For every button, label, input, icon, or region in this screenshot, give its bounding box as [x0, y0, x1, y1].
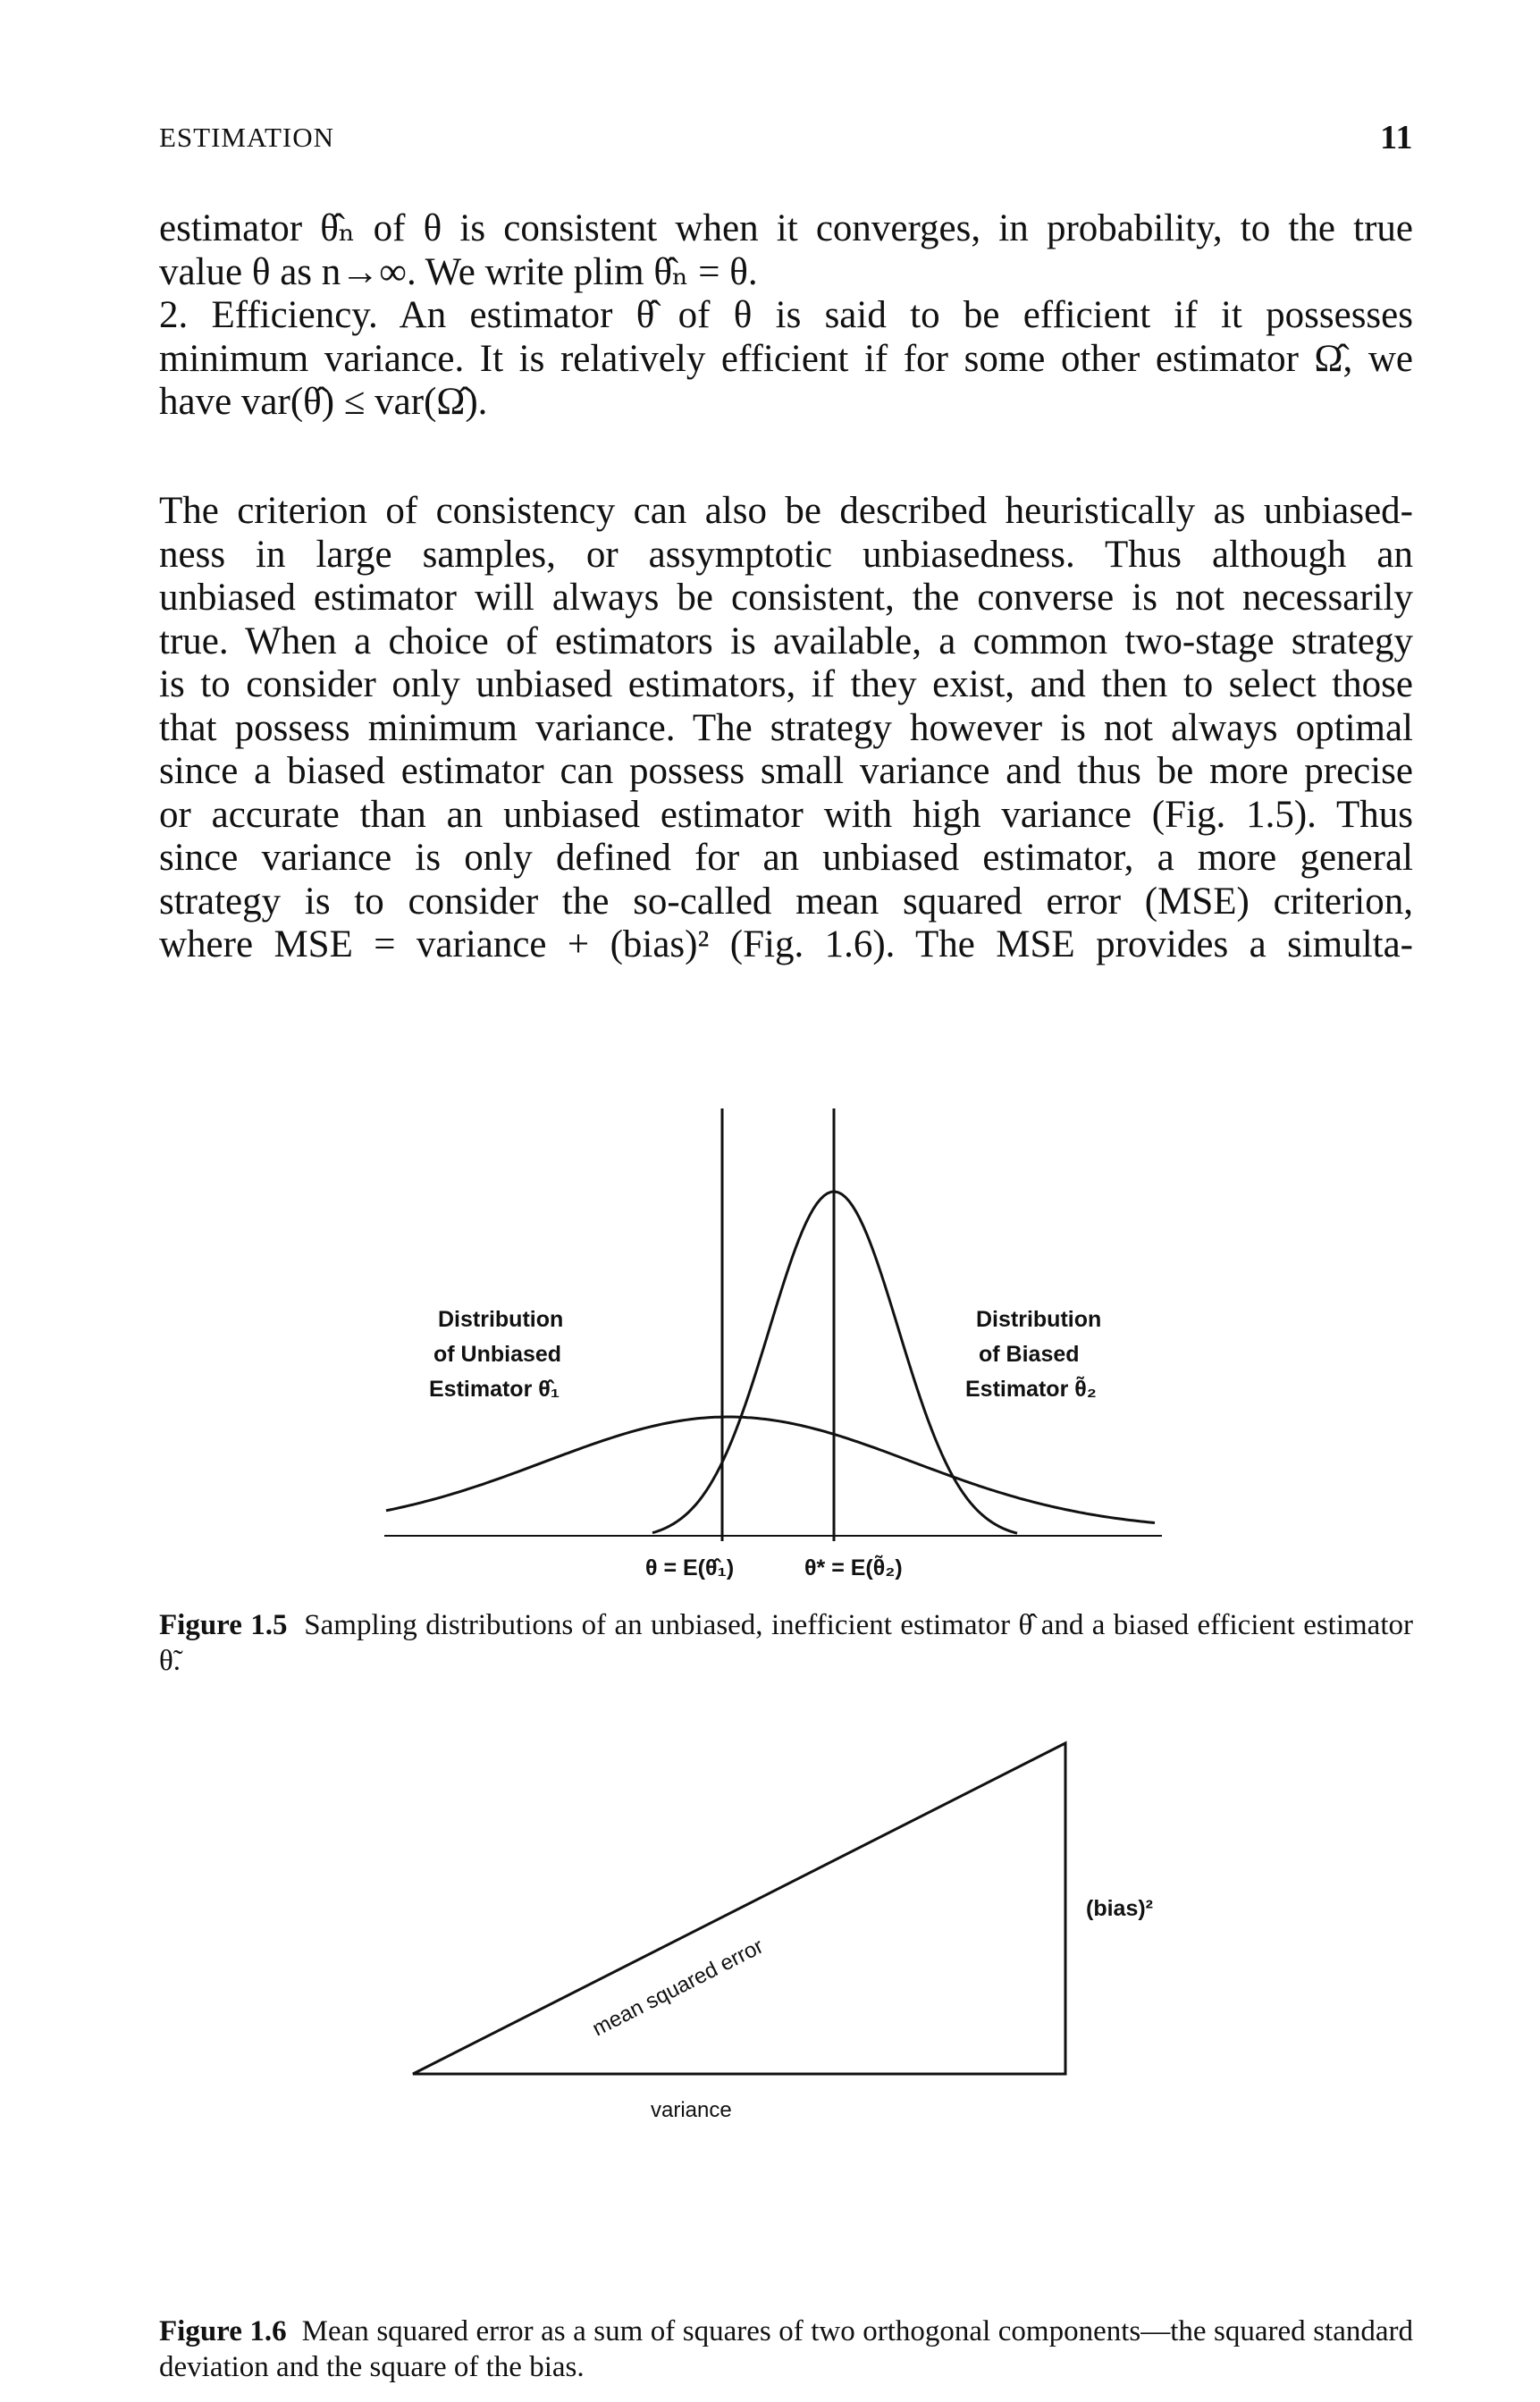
text-line: strategy is to consider the so-called mean squared error (MSE) criterion,	[159, 880, 1413, 923]
right-label-line: of Biased	[979, 1342, 1080, 1367]
text-line: minimum variance. It is relatively efficient if for some other estimator Ω̂, we	[159, 337, 1413, 380]
caption-label: Figure 1.5	[159, 1609, 288, 1641]
text-line: true. When a choice of estimators is available, a common two-stage strategy	[159, 619, 1413, 662]
left-label-line: Distribution	[438, 1307, 564, 1332]
text-line: is to consider only unbiased estimators, if they exist, and then to select those	[159, 663, 1413, 705]
text-line: since a biased estimator can possess small variance and thus be more precise	[159, 750, 1413, 792]
text-line: ness in large samples, or assymptotic unbiasedness. Thus although an	[159, 533, 1413, 576]
running-header: ESTIMATION	[159, 122, 334, 153]
text-line: unbiased estimator will always be consistent, the converse is not necessarily	[159, 577, 1413, 619]
caption-text: Sampling distributions of an unbiased, inefficient estimator θ̂ and a biased efficient estimator θ̃.	[159, 1609, 1413, 1677]
figure-1-6-caption	[159, 2314, 1413, 2385]
text-line: value θ as n→∞. We write plim θ̂ₙ = θ.	[159, 250, 758, 293]
left-label-line: of Unbiased	[433, 1342, 562, 1367]
right-label-line: Distribution	[976, 1307, 1102, 1332]
text-line: have var(θ̂) ≤ var(Ω̂).	[159, 381, 488, 423]
text-line: where MSE = variance + (bias)² (Fig. 1.6). The MSE provides a simulta-	[159, 923, 1413, 965]
mse-triangle	[413, 1743, 1065, 2074]
text-line: that possess minimum variance. The strategy however is not always optimal	[159, 706, 1413, 749]
figure-1-5	[384, 1108, 1162, 1580]
caption-text: Mean squared error as a sum of squares of two orthogonal components—the squared standard deviation and the square of the bias.	[159, 2315, 1413, 2383]
text-line: The criterion of consistency can also be described heuristically as unbiased-	[159, 490, 1413, 532]
caption-label: Figure 1.6	[159, 2315, 287, 2347]
figure-1-6	[413, 1743, 1153, 2122]
variance-label: variance	[651, 2098, 732, 2122]
axis-label-theta-star: θ* = E(θ̃₂)	[804, 1555, 903, 1580]
figure-1-5-caption	[159, 1607, 1413, 1679]
bias-label: (bias)²	[1086, 1896, 1153, 1921]
right-label-line: Estimator θ̃₂	[965, 1377, 1097, 1402]
hypotenuse-label: mean squared error	[588, 1934, 768, 2042]
text-line: or accurate than an unbiased estimator with high variance (Fig. 1.5). Thus	[159, 793, 1413, 836]
page-number: 11	[1380, 119, 1413, 156]
left-label-line: Estimator θ̂₁	[429, 1377, 560, 1402]
text-line: 2. Efficiency. An estimator θ̂ of θ is said to be efficient if it possesses	[159, 294, 1413, 336]
axis-label-theta: θ = E(θ̂₁)	[645, 1555, 735, 1580]
text-line: since variance is only defined for an unbiased estimator, a more general	[159, 837, 1413, 879]
unbiased-wide-curve	[386, 1417, 1155, 1523]
text-line: estimator θ̂ₙ of θ is consistent when it converges, in probability, to the true	[159, 207, 1413, 249]
